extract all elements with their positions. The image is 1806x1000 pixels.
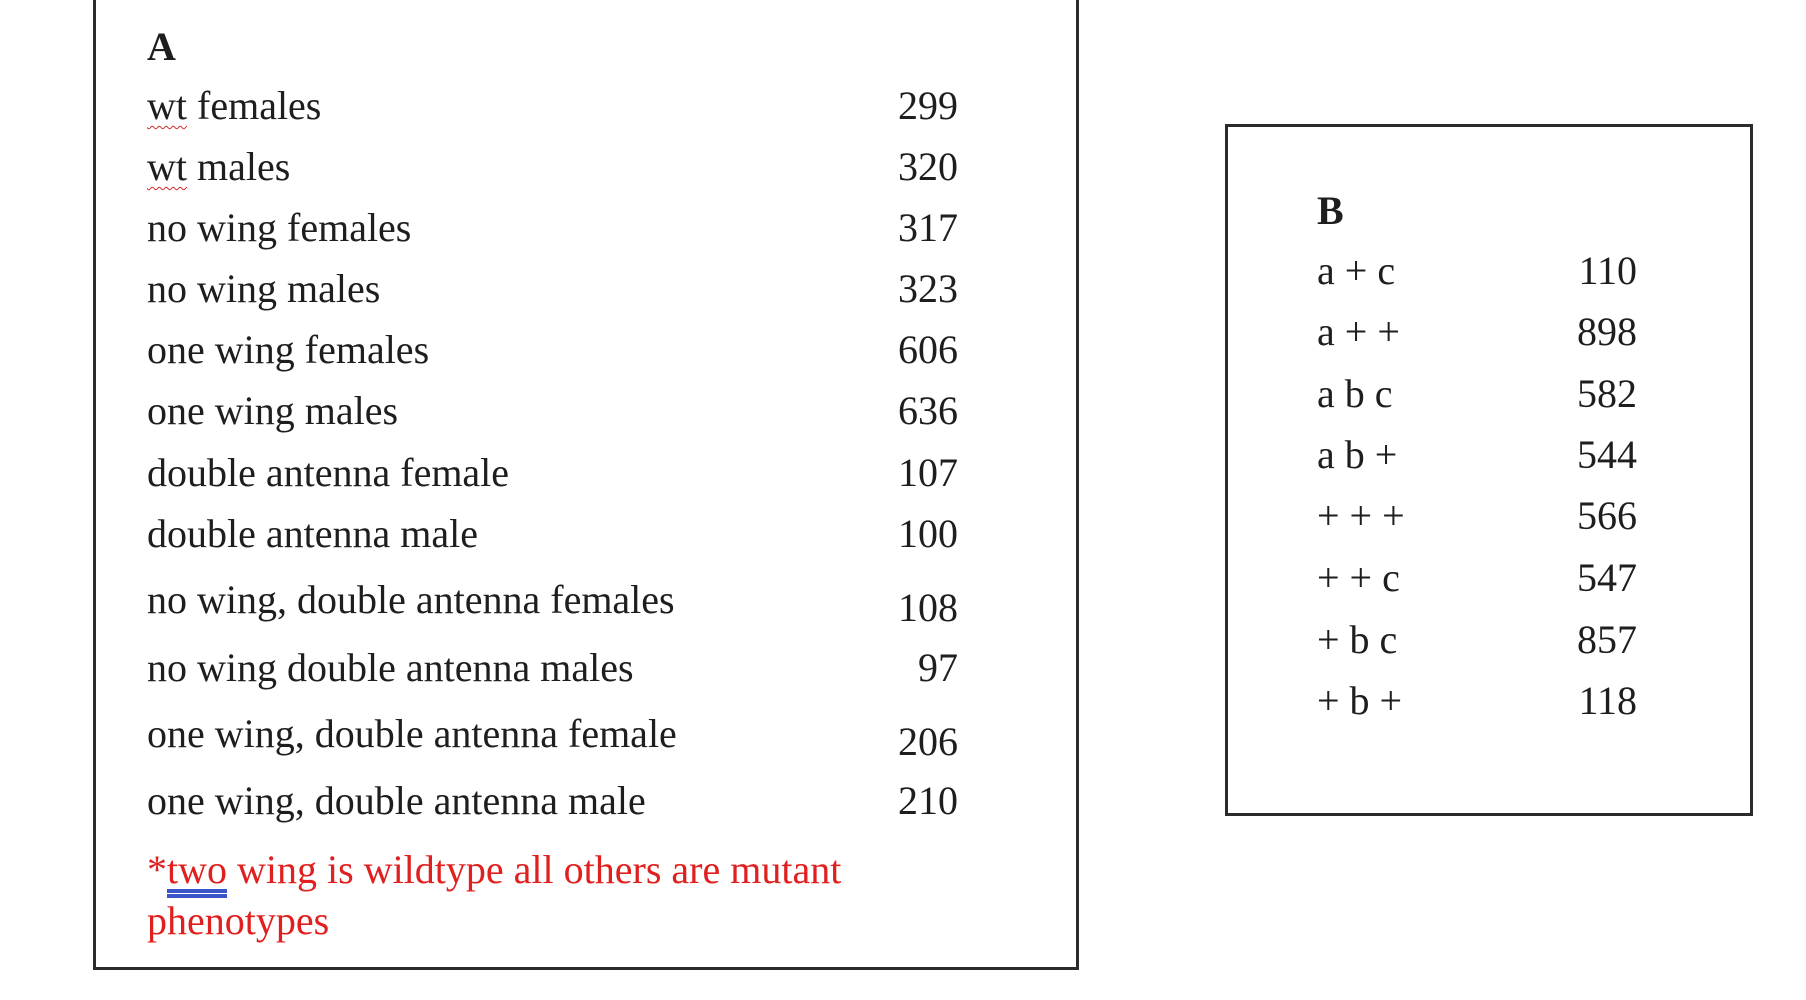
row-value: 636: [898, 388, 958, 433]
row-value: 547: [1577, 555, 1637, 600]
row-label: + b c: [1317, 617, 1398, 662]
row-label: no wing males: [147, 266, 381, 311]
flagged-word: two: [167, 847, 227, 892]
row-value: 320: [898, 144, 958, 189]
table-row: [96, 266, 1076, 312]
row-value: 107: [898, 450, 958, 495]
row-value: 317: [898, 205, 958, 250]
panel-a-title: A: [147, 24, 176, 69]
table-row: [1228, 248, 1750, 294]
row-value: 100: [898, 511, 958, 556]
table-row: [96, 83, 1076, 129]
row-value: 206: [898, 719, 958, 764]
row-value: 210: [898, 778, 958, 823]
row-label: one wing males: [147, 388, 399, 433]
row-value: 566: [1577, 493, 1637, 538]
table-row: [96, 144, 1076, 190]
table-row: [1228, 493, 1750, 539]
row-label: wt females: [147, 83, 322, 128]
panel-b: [1225, 124, 1753, 816]
panel-a: [93, 0, 1079, 970]
row-value: 582: [1577, 371, 1637, 416]
row-label: + + c: [1317, 555, 1400, 600]
table-row: [1228, 309, 1750, 355]
row-label: no wing, double antenna females: [147, 577, 675, 622]
footnote: *two wing is wildtype all others are mutant phenotypes: [147, 847, 842, 943]
row-value: 544: [1577, 432, 1637, 477]
table-row: [96, 450, 1076, 496]
row-label: double antenna female: [147, 450, 510, 495]
row-label: double antenna male: [147, 511, 478, 556]
row-label: a + +: [1317, 309, 1400, 354]
table-row: [1228, 432, 1750, 478]
row-value: 299: [898, 83, 958, 128]
table-row: [96, 778, 1076, 824]
row-value: 606: [898, 327, 958, 372]
row-value: 97: [918, 645, 958, 690]
table-row: [96, 327, 1076, 373]
spellcheck-word: wt: [147, 144, 187, 189]
row-label: one wing females: [147, 327, 430, 372]
table-row: [1228, 371, 1750, 417]
row-label: one wing, double antenna male: [147, 778, 646, 823]
row-label: no wing double antenna males: [147, 645, 634, 690]
table-row: [96, 511, 1076, 557]
table-row: [1228, 678, 1750, 724]
table-row: [96, 205, 1076, 251]
row-label: + + +: [1317, 493, 1405, 538]
row-label: a b +: [1317, 432, 1398, 477]
row-value: 898: [1577, 309, 1637, 354]
row-value: 118: [1578, 678, 1637, 723]
table-row: [96, 388, 1076, 434]
panel-b-title: B: [1317, 188, 1344, 233]
table-row: [1228, 617, 1750, 663]
row-label: one wing, double antenna female: [147, 711, 677, 756]
row-value: 110: [1578, 248, 1637, 293]
row-value: 108: [898, 585, 958, 630]
row-label: a + c: [1317, 248, 1396, 293]
row-label: no wing females: [147, 205, 412, 250]
row-label: + b +: [1317, 678, 1403, 723]
row-value: 857: [1577, 617, 1637, 662]
table-row: [96, 645, 1076, 691]
table-row: [96, 577, 1076, 630]
table-row: [96, 711, 1076, 764]
row-label: wt males: [147, 144, 291, 189]
row-value: 323: [898, 266, 958, 311]
spellcheck-word: wt: [147, 83, 187, 128]
row-label: a b c: [1317, 371, 1393, 416]
table-row: [1228, 555, 1750, 601]
